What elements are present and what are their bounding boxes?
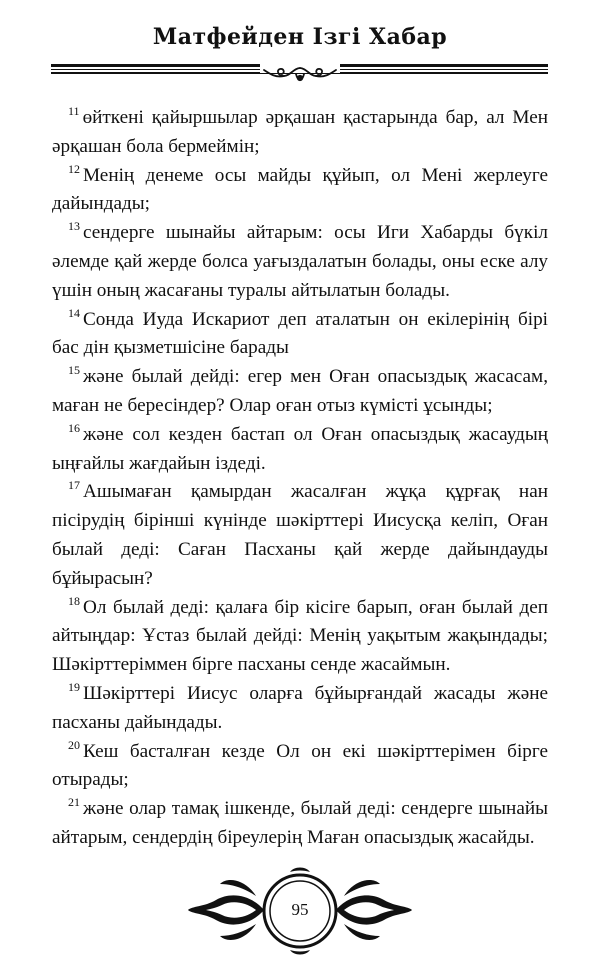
verse-number: 15 [68,363,80,378]
verse [52,219,548,305]
verse-number: 14 [68,305,80,320]
verse [52,680,548,738]
verse-number: 17 [68,478,80,493]
verse-text: және олар тамақ ішкенде, былай деді: сендерге шынайы айтарым, сендердің біреулерің Маған опасыздық жасайды. [52,798,548,848]
verse [52,162,548,220]
verse-number: 13 [68,219,80,234]
verse [52,104,548,162]
verse [52,363,548,421]
verse-number: 19 [68,679,80,694]
page-number: 95 [291,900,309,919]
verse-text: Ашымаған қамырдан жасалған жұқа құрғақ нан пісірудің бірінші күнінде шәкірттері Иисусқа келіп, Оған былай деді: Саған Пасханы қай жерде дайындауды бұйырасын? [52,481,548,589]
header-ornament-icon [260,64,340,88]
verse [52,795,548,853]
book-title: Матфейден Ізгі Хабар [152,24,448,50]
verse-text: Ол былай деді: қалаға бір кісіге барып, оған былай деп айтыңдар: Ұстаз былай дейді: Менің уақытым жақындады; Шәкірттеріммен бірге пасханы сенде жасаймын. [52,596,548,676]
verse-number: 20 [68,737,80,752]
verse-text: өйткені қайыршылар әрқашан қастарында бар, ал Мен әрқашан бола бермеймін; [52,107,548,157]
verse-text: Менің денеме осы майды құйып, ол Мені жерлеуге дайындады; [52,164,548,215]
verse-text: Кеш басталған кезде Ол он екі шәкірттерімен бірге отырады; [52,740,548,791]
verse-number: 21 [68,795,80,810]
verse-text: сендерге шынайы айтарым: осы Иги Хабарды бүкіл әлемде қай жерде болса уағыздалатын болады, оны еске алу үшін оның жасағаны туралы айтылатын болады. [52,222,548,301]
verse-text: Шәкірттері Иисус оларға бұйырғандай жасады және пасханы дайындады. [52,682,548,733]
verse-text: және сол кезден бастап ол Оған опасыздық жасаудың ыңғайлы жағдайын іздеді. [52,423,548,474]
verse-number: 16 [68,420,80,435]
verse-number: 18 [68,593,80,608]
chapter-text [52,104,548,853]
verse-text: Сонда Иуда Искариот деп аталатын он екілерінің бірі бас дін қызметшісіне барады [52,308,548,359]
verse [52,421,548,479]
verse [52,478,548,593]
verse [52,738,548,796]
verse-number: 12 [68,161,80,176]
verse [52,306,548,364]
verse-number: 11 [68,104,80,118]
verse-text: және былай дейді: егер мен Оған опасыздық жасасам, маған не бересіндер? Олар оған отыз күмісті ұсынды; [52,366,548,416]
verse [52,594,548,680]
